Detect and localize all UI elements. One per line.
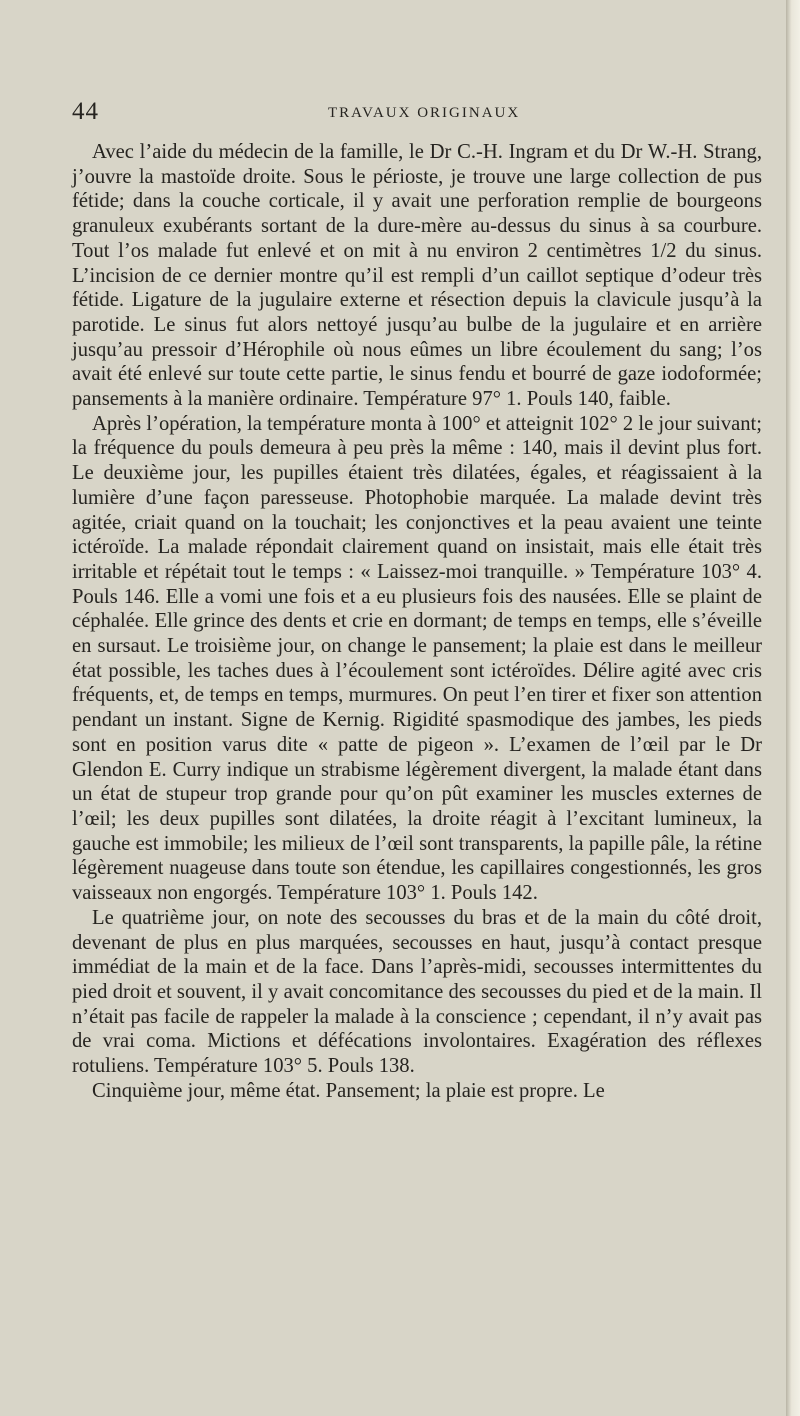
- paragraph-1: Avec l’aide du médecin de la famille, le Dr C.-H. Ingram et du Dr W.-H. Strang, j’ouvre la mastoïde droite. Sous le périoste, je trouve une large collection de pus fétide; dans la couche corticale, il y avait une perforation remplie de bourgeons granuleux exubérants sortant de la dure-mère au-dessus du sinus à sa courbure. Tout l’os malade fut enlevé et on mit à nu environ 2 centimètres 1/2 du sinus. L’incision de ce dernier montre qu’il est rempli d’un caillot septique d’odeur très fétide. Ligature de la jugulaire externe et résection depuis la clavicule jusqu’à la parotide. Le sinus fut alors nettoyé jusqu’au bulbe de la jugulaire et en arrière jusqu’au pressoir d’Hérophile où nous eûmes un libre écoulement du sang; l’os avait été enlevé sur toute cette partie, le sinus fendu et bourré de gaze iodoformée; pansements à la manière ordinaire. Température 97° 1. Pouls 140, faible.: [72, 141, 762, 411]
- paragraph-3: Le quatrième jour, on note des secousses du bras et de la main du côté droit, devenant de plus en plus marquées, secousses en haut, jusqu’à contact presque immédiat de la main et de la face. Dans l’après-midi, secousses intermittentes du pied droit et souvent, il y avait concomitance des secousses du pied et de la main. Il n’était pas facile de rappeler la malade à la conscience ; cependant, il n’y avait pas de vrai coma. Mictions et défécations involontaires. Exagération des réflexes rotuliens. Température 103° 5. Pouls 138.: [72, 906, 762, 1078]
- paragraph-2: Après l’opération, la température monta à 100° et atteignit 102° 2 le jour suivant; la fréquence du pouls demeura à peu près la même : 140, mais il devint plus fort. Le deuxième jour, les pupilles étaient très dilatées, égales, et réagissaient à la lumière d’une façon paresseuse. Photophobie marquée. La malade devint très agitée, criait quand on la touchait; les conjonctives et la peau avaient une teinte ictéroïde. La malade répondait clairement quand on insistait, mais elle était très irritable et répétait tout le temps : « Laissez-moi tranquille. » Température 103° 4. Pouls 146. Elle a vomi une fois et a eu plusieurs fois des nausées. Elle se plaint de céphalée. Elle grince des dents et crie en dormant; de temps en temps, elle s’éveille en sursaut. Le troisième jour, on change le pansement; la plaie est dans le meilleur état possible, les taches dues à l’écoulement sont ictéroïdes. Délire agité avec cris fréquents, et, de temps en temps, murmures. On peut l’en tirer et fixer son attention pendant un instant. Signe de Kernig. Rigidité spasmodique des jambes, les pieds sont en position varus dite « patte de pigeon ». L’examen de l’œil par le Dr Glendon E. Curry indique un strabisme légèrement divergent, la malade étant dans un état de stupeur trop grande pour qu’on pût examiner les muscles externes de l’œil; les deux pupilles sont dilatées, la droite réagit à l’excitant lumineux, la gauche est immobile; les milieux de l’œil sont transparents, la papille pâle, la rétine légèrement nuageuse dans toute son étendue, les capillaires congestionnés, les gros vaisseaux non engorgés. Température 103° 1. Pouls 142.: [72, 412, 762, 905]
- page-number: 44: [72, 98, 99, 125]
- page-edge: [786, 0, 800, 1416]
- running-head: TRAVAUX ORIGINAUX: [328, 105, 521, 121]
- paragraph-4: Cinquième jour, même état. Pansement; la plaie est propre. Le: [92, 1079, 605, 1102]
- body-text: [72, 140, 762, 1103]
- page-header: [72, 98, 762, 128]
